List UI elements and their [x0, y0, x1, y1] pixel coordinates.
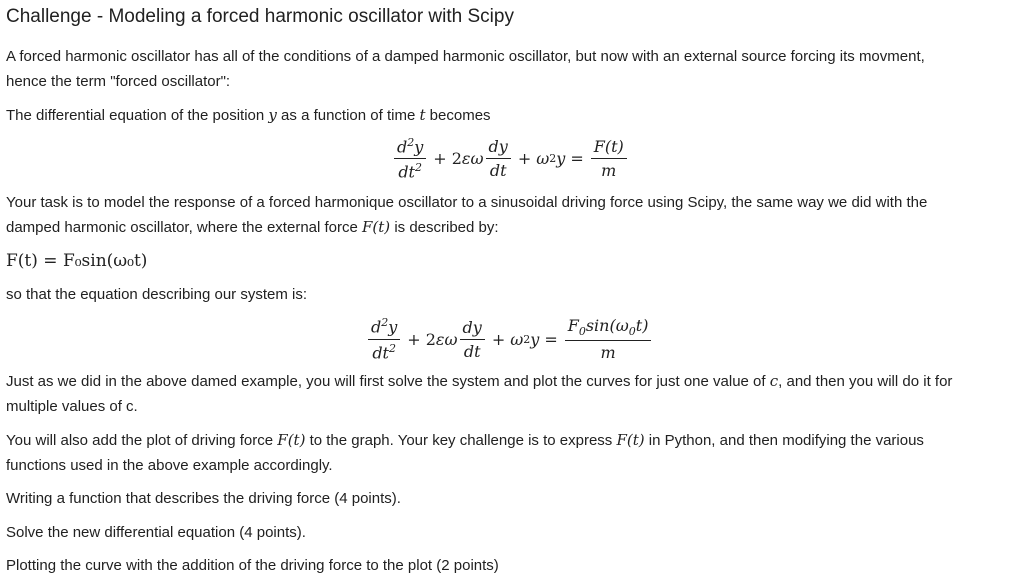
eq1-force-fraction: $\frac{F(t)}{m}$ — [591, 137, 627, 180]
diffeq-intro-text-before: The differential equation of the position — [6, 107, 269, 124]
intro-line-2: hence the term "forced oscillator": — [6, 73, 231, 90]
eq2-force-fraction: $\frac{F_0\sin(\omega_0t)}{m}$ — [565, 316, 652, 362]
task-item-1: Writing a function that describes the driving force (4 points). — [6, 490, 401, 507]
damped-note-line-2: multiple values of c. — [6, 398, 138, 415]
driving-force-line-1-math-2: F(t) — [616, 431, 645, 449]
eq1-second-derivative-fraction: $\frac{d^2y}{dt^2}$ — [394, 136, 426, 182]
eq2-first-derivative-fraction: $\frac{dy}{dt}$ — [460, 318, 485, 361]
eq2-second-derivative-fraction: $\frac{d^2y}{dt^2}$ — [368, 316, 400, 362]
diffeq-intro-paragraph — [6, 103, 491, 128]
equation-sinusoidal-forced-oscillator: $\frac{d^2y}{dt^2}$ + 2 εω $\frac{dy}{dt}$ + ω 2 y = $\frac{F_0\sin(\omega_0t)}{m}$ — [366, 316, 653, 362]
driving-force-line-1-middle: to the graph. Your key challenge is to express — [305, 432, 617, 449]
page-title: Challenge - Modeling a forced harmonic oscillator with Scipy — [6, 6, 514, 27]
task-line-2-before: damped harmonic oscillator, where the external force — [6, 219, 363, 236]
damped-note-line-1-before: Just as we did in the above damed example, you will first solve the system and plot the curves for just one value of — [6, 373, 770, 390]
intro-line-1: A forced harmonic oscillator has all of the conditions of a damped harmonic oscillator, but now with an external source forcing its movment, — [6, 48, 925, 65]
diffeq-intro-text-middle: as a function of time — [276, 107, 420, 124]
system-intro-paragraph: so that the equation describing our system is: — [6, 286, 307, 303]
task-line-2-math: F(t) — [362, 218, 391, 236]
intro-paragraph — [6, 44, 1016, 94]
driving-force-line-1-math-1: F(t) — [277, 431, 306, 449]
diffeq-intro-var-t: t — [419, 106, 426, 124]
driving-force-line-1-after: in Python, and then modifying the various — [644, 432, 924, 449]
damped-note-line-1-math: c — [769, 372, 779, 390]
damped-note-line-1-after: , and then you will do it for — [778, 373, 953, 390]
task-paragraph — [6, 190, 1016, 240]
task-item-3: Plotting the curve with the addition of the driving force to the plot (2 points) — [6, 557, 499, 574]
driving-force-line-2: functions used in the above example accordingly. — [6, 457, 333, 474]
task-item-2: Solve the new differential equation (4 points). — [6, 524, 306, 541]
task-line-2-after: is described by: — [390, 219, 499, 236]
driving-force-line-1-before: You will also add the plot of driving force — [6, 432, 278, 449]
equation-forced-oscillator: $\frac{d^2y}{dt^2}$ + 2 εω $\frac{dy}{dt}$ + ω 2 y = $\frac{F(t)}{m}$ — [392, 136, 629, 182]
eq1-first-derivative-fraction: $\frac{dy}{dt}$ — [486, 137, 511, 180]
force-definition-equation: F(t) = F₀sin(ω₀t) — [6, 251, 148, 271]
diffeq-intro-var-y: y — [268, 106, 277, 124]
driving-force-note-paragraph — [6, 428, 1016, 478]
damped-note-paragraph — [6, 369, 1016, 419]
task-line-1: Your task is to model the response of a forced harmonique oscillator to a sinusoidal driving force using Scipy, the same way we did with the — [6, 194, 928, 211]
diffeq-intro-text-after: becomes — [425, 107, 491, 124]
